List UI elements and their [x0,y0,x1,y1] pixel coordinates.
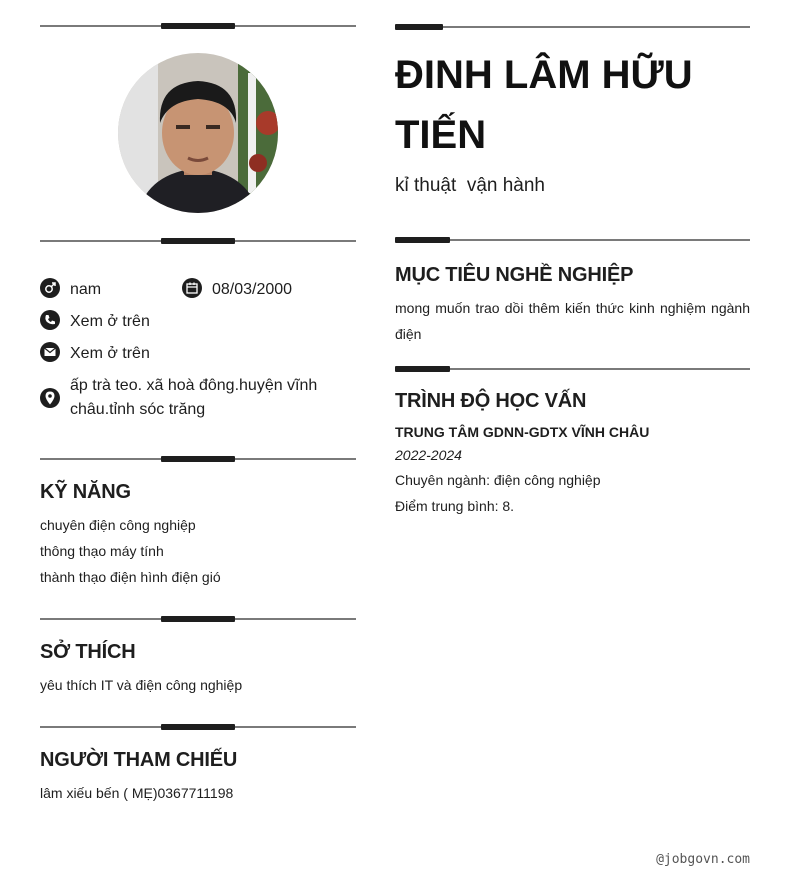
references-title: NGƯỜI THAM CHIẾU [40,749,238,771]
hobby-item: yêu thích IT và điện công nghiệp [40,677,243,693]
address-row [40,374,330,422]
divider-photo [40,236,356,246]
skill-item: chuyên điện công nghiệp [40,517,196,533]
objective-text: mong muốn trao dồi thêm kiến thức kinh nghiệm ngành điện [395,300,750,342]
divider-education [395,364,750,374]
education-school: TRUNG TÂM GDNN-GDTX VĨNH CHÂU [395,424,650,440]
email-value: Xem ở trên [70,345,150,362]
birthdate-value: 08/03/2000 [212,281,293,298]
phone-value: Xem ở trên [70,313,150,330]
objective-title: MỤC TIÊU NGHỀ NGHIỆP [395,264,634,286]
hobbies-title: SỞ THÍCH [40,641,136,663]
watermark: @jobgovn.com [656,852,750,867]
avatar [118,53,278,213]
reference-item: lâm xiếu bến ( MẸ)0367711198 [40,785,234,801]
education-title: TRÌNH ĐỘ HỌC VẤN [395,390,587,412]
envelope-icon [40,342,60,362]
divider-skills [40,454,356,464]
gender-row [40,278,101,302]
birthdate-row [182,278,292,302]
full-name: ĐINH LÂM HỮU TIẾN [395,53,693,157]
skills-title: KỸ NĂNG [40,481,131,503]
divider-objective [395,235,750,245]
skill-item: thành thạo điện hình điện gió [40,569,221,585]
education-period: 2022-2024 [395,447,462,463]
divider-hobbies [40,614,356,624]
phone-icon [40,310,60,330]
divider-references [40,722,356,732]
calendar-icon [182,278,202,298]
gender-value: nam [70,281,102,298]
job-title: kỉ thuật vận hành [395,175,545,196]
divider-top-right [395,22,750,32]
skill-item: thông thạo máy tính [40,543,164,559]
gender-icon [40,278,60,298]
address-value: ấp trà teo. xã hoà đông.huyện vĩnh châu.tỉnh sóc trăng [70,377,318,418]
map-pin-icon [40,388,60,408]
email-row [40,342,150,366]
education-gpa: Điểm trung bình: 8. [395,498,515,514]
profile-photo [118,53,278,213]
education-major: Chuyên ngành: điện công nghiệp [395,472,601,488]
divider-top-left [40,21,356,31]
phone-row [40,310,150,334]
